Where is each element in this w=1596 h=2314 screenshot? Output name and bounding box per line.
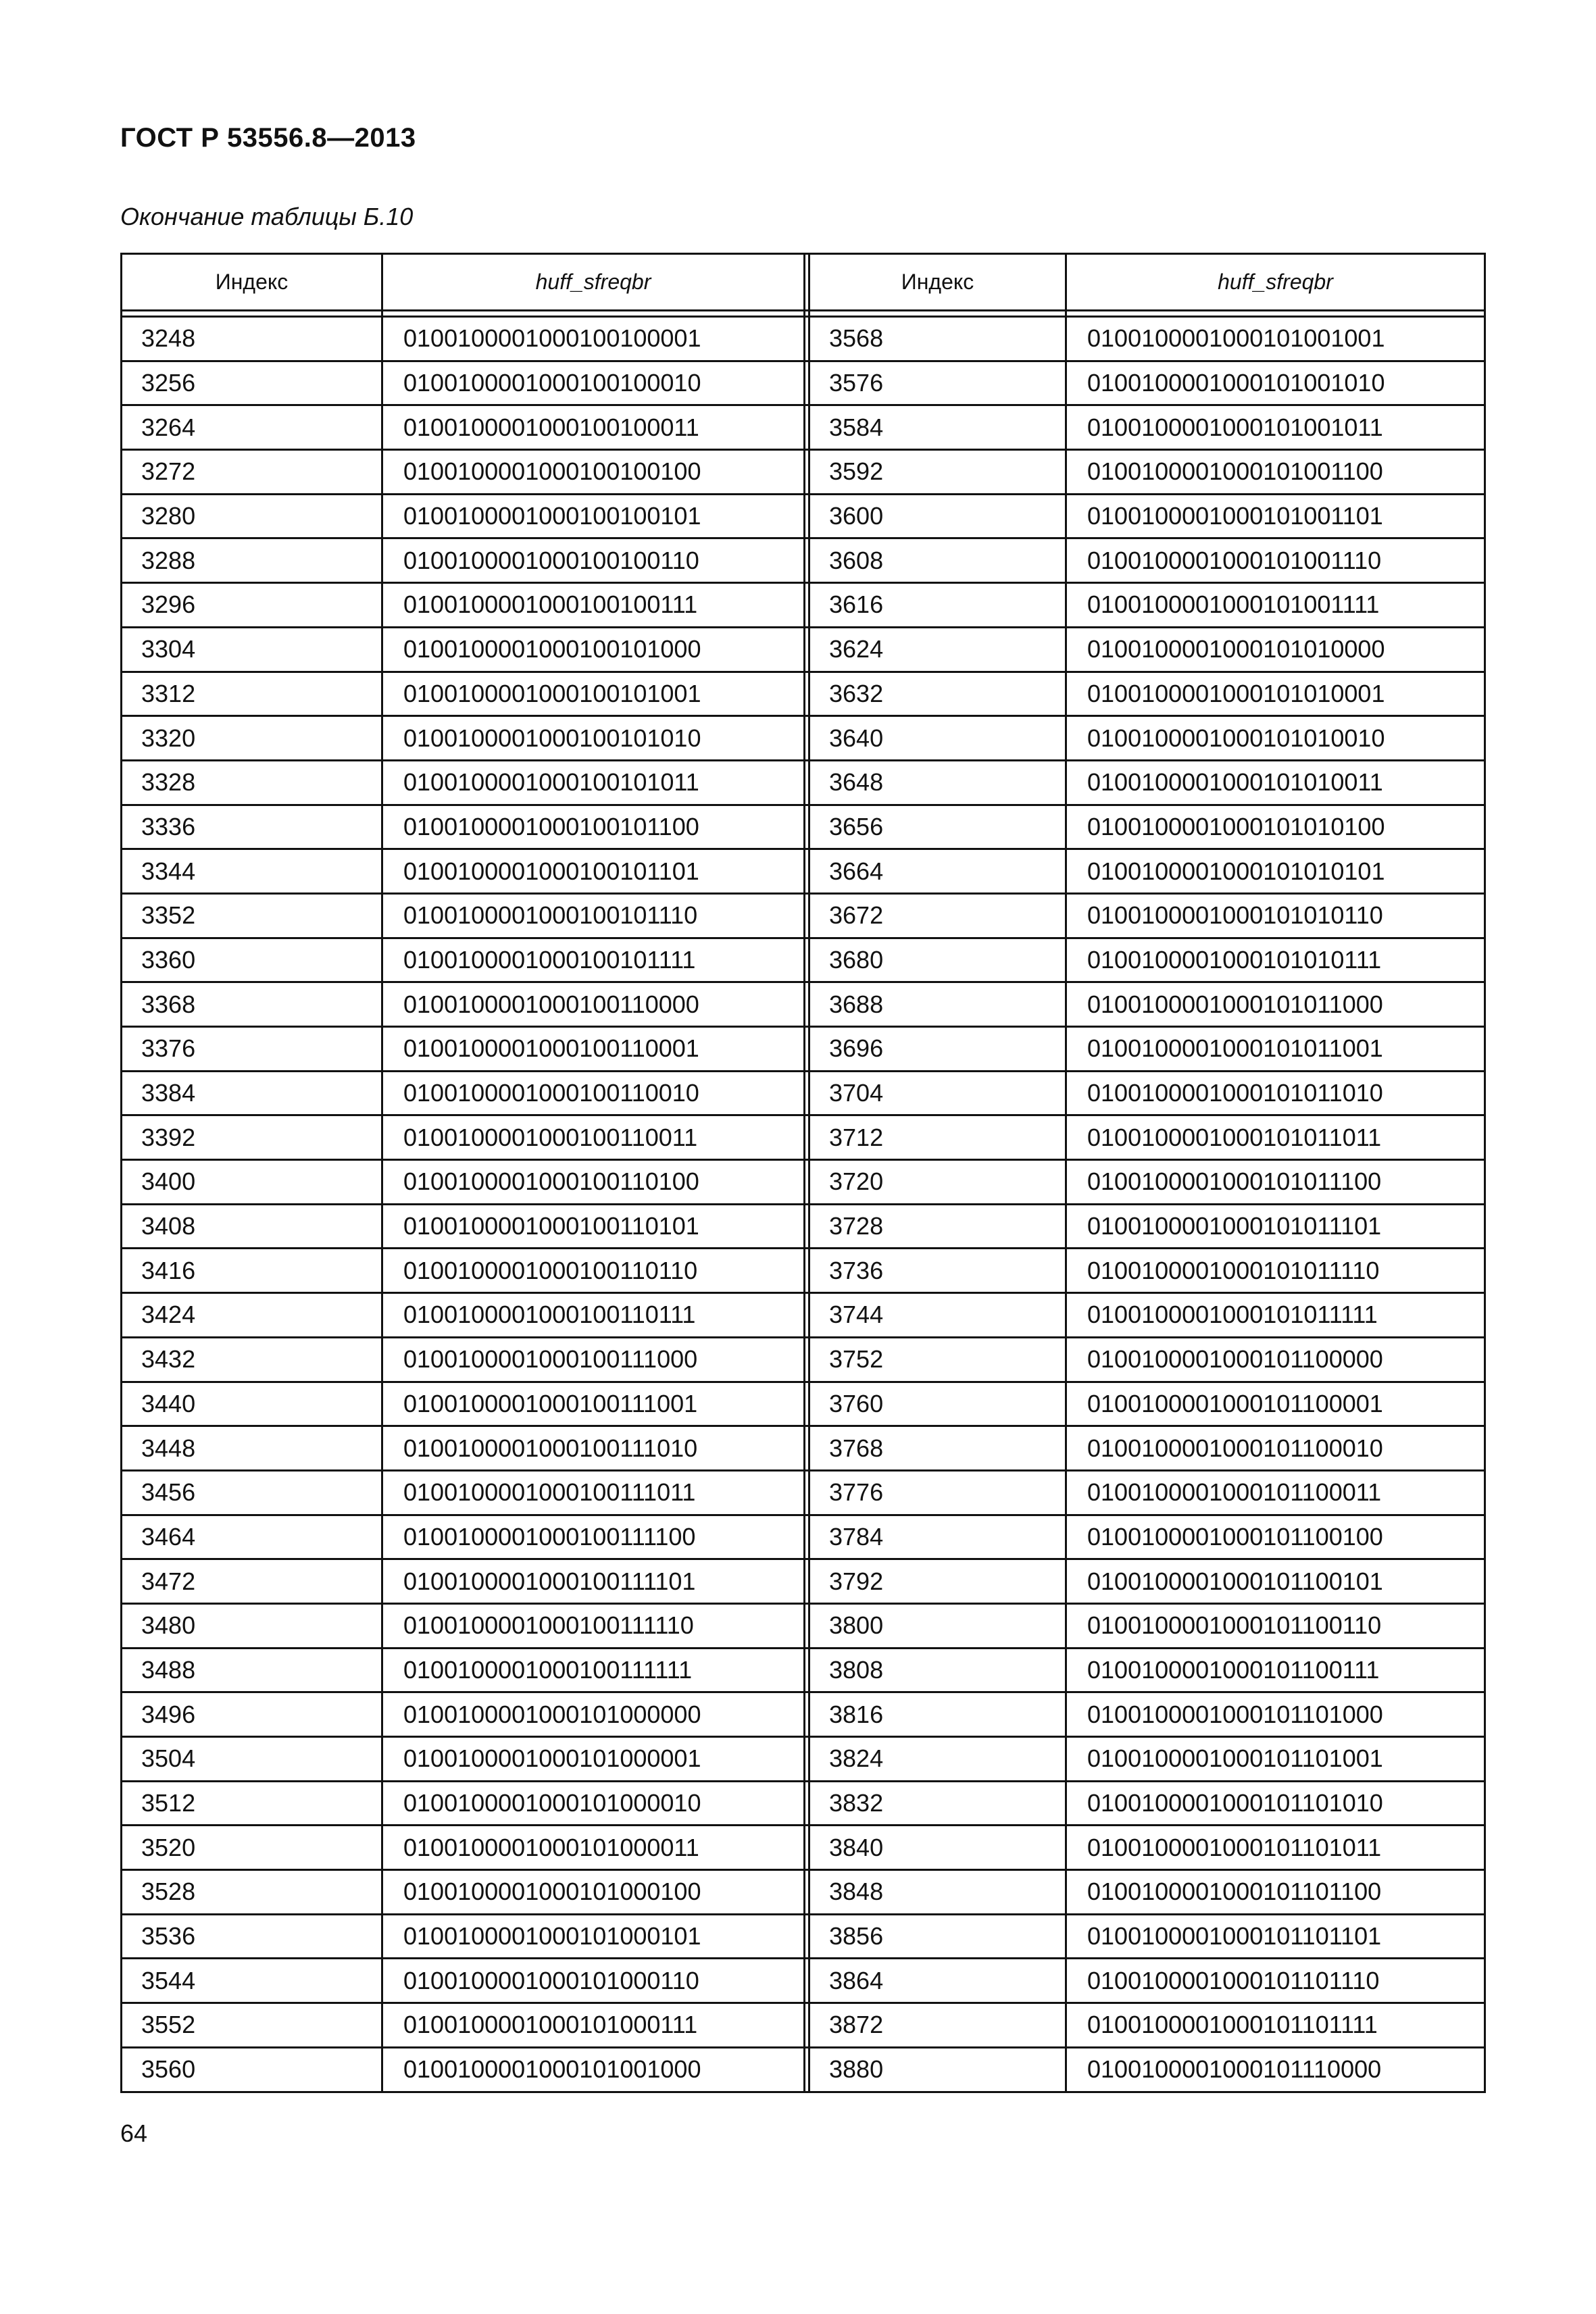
code-cell-left: 0100100001000100100110 [382,538,805,583]
table-row [122,893,1485,938]
code-cell-right: 0100100001000101100001 [1066,1382,1485,1426]
index-cell-left: 3456 [122,1470,382,1515]
index-cell-right: 3592 [809,450,1066,495]
table-body [122,311,1485,2092]
code-cell-left: 0100100001000100110001 [382,1027,805,1072]
code-cell-left: 0100100001000100110101 [382,1204,805,1249]
index-cell-right: 3688 [809,982,1066,1027]
column-divider [805,1515,809,1559]
index-cell-right: 3616 [809,583,1066,628]
code-cell-right: 0100100001000101100101 [1066,1559,1485,1604]
index-cell-right: 3856 [809,1914,1066,1959]
code-cell-right: 0100100001000101100011 [1066,1470,1485,1515]
header-gap-row [122,311,1485,317]
index-cell-right: 3672 [809,893,1066,938]
code-cell-left: 0100100001000100101110 [382,893,805,938]
column-divider [805,1603,809,1648]
column-divider [805,494,809,538]
index-cell-left: 3384 [122,1071,382,1115]
column-divider [805,317,809,361]
index-cell-left: 3512 [122,1781,382,1826]
index-cell-right: 3792 [809,1559,1066,1604]
code-cell-right: 0100100001000101010011 [1066,760,1485,805]
table-row [122,1027,1485,1072]
code-cell-left: 0100100001000101000000 [382,1692,805,1737]
index-cell-right: 3736 [809,1249,1066,1293]
huffman-table-container [120,253,1484,2093]
column-divider [805,1737,809,1782]
code-cell-right: 0100100001000101010101 [1066,849,1485,894]
code-cell-left: 0100100001000100101011 [382,760,805,805]
table-row [122,1870,1485,1915]
table-row [122,1559,1485,1604]
index-cell-right: 3696 [809,1027,1066,1072]
column-divider [805,583,809,628]
code-cell-left: 0100100001000101000011 [382,1826,805,1870]
column-divider [805,1115,809,1160]
table-row [122,1603,1485,1648]
index-cell-right: 3824 [809,1737,1066,1782]
code-cell-left: 0100100001000100110010 [382,1071,805,1115]
index-cell-left: 3312 [122,672,382,716]
index-cell-right: 3744 [809,1293,1066,1338]
code-cell-left: 0100100001000100100100 [382,450,805,495]
column-divider [805,2003,809,2048]
index-cell-left: 3472 [122,1559,382,1604]
column-divider [805,938,809,982]
code-cell-left: 0100100001000101000110 [382,1959,805,2003]
code-cell-right: 0100100001000101011111 [1066,1293,1485,1338]
code-cell-left: 0100100001000101000010 [382,1781,805,1826]
code-cell-right: 0100100001000101101000 [1066,1692,1485,1737]
code-cell-right: 0100100001000101011000 [1066,982,1485,1027]
table-row [122,982,1485,1027]
code-cell-left: 0100100001000100101001 [382,672,805,716]
table-row [122,1781,1485,1826]
code-cell-right: 0100100001000101001001 [1066,317,1485,361]
column-divider [805,672,809,716]
code-cell-right: 0100100001000101010111 [1066,938,1485,982]
column-divider [805,1870,809,1915]
huffman-table [120,253,1486,2093]
code-cell-left: 0100100001000100111100 [382,1515,805,1559]
table-row [122,1382,1485,1426]
code-cell-left: 0100100001000101000111 [382,2003,805,2048]
index-cell-right: 3784 [809,1515,1066,1559]
column-header-code-right: huff_sfreqbr [1066,254,1485,311]
index-cell-right: 3848 [809,1870,1066,1915]
column-divider [805,1071,809,1115]
column-divider [805,1426,809,1471]
code-cell-left: 0100100001000101000001 [382,1737,805,1782]
code-cell-right: 0100100001000101001011 [1066,405,1485,450]
index-cell-right: 3648 [809,760,1066,805]
table-row [122,1737,1485,1782]
index-cell-right: 3872 [809,2003,1066,2048]
code-cell-left: 0100100001000100111111 [382,1648,805,1692]
index-cell-right: 3752 [809,1337,1066,1382]
index-cell-right: 3600 [809,494,1066,538]
table-header-row [122,254,1485,311]
index-cell-left: 3368 [122,982,382,1027]
index-cell-right: 3816 [809,1692,1066,1737]
column-divider [805,1648,809,1692]
code-cell-right: 0100100001000101010010 [1066,716,1485,761]
column-divider [805,627,809,672]
index-cell-right: 3608 [809,538,1066,583]
table-row [122,1160,1485,1205]
column-divider [805,405,809,450]
index-cell-left: 3520 [122,1826,382,1870]
column-divider [805,1692,809,1737]
code-cell-left: 0100100001000100111110 [382,1603,805,1648]
code-cell-left: 0100100001000100100011 [382,405,805,450]
column-divider [805,361,809,405]
index-cell-left: 3280 [122,494,382,538]
code-cell-left: 0100100001000100110110 [382,1249,805,1293]
table-row [122,1648,1485,1692]
index-cell-left: 3536 [122,1914,382,1959]
index-cell-left: 3256 [122,361,382,405]
table-row [122,361,1485,405]
column-divider [805,1781,809,1826]
code-cell-left: 0100100001000101001000 [382,2047,805,2092]
index-cell-right: 3664 [809,849,1066,894]
table-row [122,450,1485,495]
index-cell-right: 3576 [809,361,1066,405]
index-cell-left: 3552 [122,2003,382,2048]
index-cell-right: 3704 [809,1071,1066,1115]
index-cell-left: 3336 [122,805,382,849]
index-cell-right: 3584 [809,405,1066,450]
index-cell-left: 3400 [122,1160,382,1205]
table-caption: Окончание таблицы Б.10 [120,203,414,230]
column-divider [805,1204,809,1249]
code-cell-left: 0100100001000101000100 [382,1870,805,1915]
table-row [122,1826,1485,1870]
code-cell-left: 0100100001000100101111 [382,938,805,982]
index-cell-left: 3320 [122,716,382,761]
table-row [122,805,1485,849]
column-divider [805,1959,809,2003]
index-cell-left: 3504 [122,1737,382,1782]
code-cell-right: 0100100001000101001101 [1066,494,1485,538]
code-cell-left: 0100100001000100101101 [382,849,805,894]
code-cell-left: 0100100001000100101000 [382,627,805,672]
column-divider [805,760,809,805]
code-cell-right: 0100100001000101101011 [1066,1826,1485,1870]
index-cell-left: 3544 [122,1959,382,2003]
code-cell-left: 0100100001000100111011 [382,1470,805,1515]
code-cell-left: 0100100001000100100111 [382,583,805,628]
table-row [122,405,1485,450]
table-row [122,1470,1485,1515]
index-cell-right: 3568 [809,317,1066,361]
index-cell-right: 3680 [809,938,1066,982]
index-cell-left: 3352 [122,893,382,938]
code-cell-right: 0100100001000101010001 [1066,672,1485,716]
code-cell-right: 0100100001000101001100 [1066,450,1485,495]
index-cell-right: 3712 [809,1115,1066,1160]
code-cell-left: 0100100001000100110100 [382,1160,805,1205]
table-row [122,672,1485,716]
table-row [122,317,1485,361]
index-cell-left: 3392 [122,1115,382,1160]
index-cell-left: 3344 [122,849,382,894]
table-row [122,2047,1485,2092]
code-cell-right: 0100100001000101101100 [1066,1870,1485,1915]
code-cell-right: 0100100001000101100000 [1066,1337,1485,1382]
index-cell-right: 3880 [809,2047,1066,2092]
index-cell-left: 3480 [122,1603,382,1648]
column-divider [805,1559,809,1604]
table-row [122,1337,1485,1382]
table-row [122,1115,1485,1160]
column-header-index-left: Индекс [122,254,382,311]
index-cell-left: 3560 [122,2047,382,2092]
column-divider [805,538,809,583]
table-row [122,1426,1485,1471]
index-cell-left: 3408 [122,1204,382,1249]
index-cell-left: 3528 [122,1870,382,1915]
column-divider [805,254,809,311]
table-row [122,716,1485,761]
code-cell-right: 0100100001000101110000 [1066,2047,1485,2092]
code-cell-right: 0100100001000101101001 [1066,1737,1485,1782]
column-divider [805,1337,809,1382]
table-row [122,760,1485,805]
table-row [122,627,1485,672]
index-cell-left: 3448 [122,1426,382,1471]
index-cell-right: 3768 [809,1426,1066,1471]
table-row [122,494,1485,538]
table-row [122,2003,1485,2048]
index-cell-left: 3416 [122,1249,382,1293]
code-cell-right: 0100100001000101101010 [1066,1781,1485,1826]
column-divider [805,1249,809,1293]
column-divider [805,982,809,1027]
code-cell-right: 0100100001000101010110 [1066,893,1485,938]
table-row [122,1071,1485,1115]
code-cell-right: 0100100001000101001010 [1066,361,1485,405]
column-divider [805,849,809,894]
index-cell-left: 3424 [122,1293,382,1338]
code-cell-left: 0100100001000100100001 [382,317,805,361]
index-cell-right: 3808 [809,1648,1066,1692]
code-cell-left: 0100100001000100100010 [382,361,805,405]
page-number: 64 [120,2119,148,2147]
table-row [122,1249,1485,1293]
column-divider [805,1914,809,1959]
code-cell-right: 0100100001000101101111 [1066,2003,1485,2048]
code-cell-left: 0100100001000100110000 [382,982,805,1027]
column-divider [805,1826,809,1870]
code-cell-right: 0100100001000101101101 [1066,1914,1485,1959]
index-cell-right: 3800 [809,1603,1066,1648]
column-divider [805,1160,809,1205]
index-cell-left: 3376 [122,1027,382,1072]
code-cell-left: 0100100001000100101010 [382,716,805,761]
table-row [122,1293,1485,1338]
table-row [122,583,1485,628]
index-cell-left: 3272 [122,450,382,495]
code-cell-left: 0100100001000100111001 [382,1382,805,1426]
document-title: ГОСТ Р 53556.8—2013 [120,123,416,153]
index-cell-right: 3832 [809,1781,1066,1826]
code-cell-right: 0100100001000101011011 [1066,1115,1485,1160]
table-row [122,1515,1485,1559]
code-cell-left: 0100100001000100110111 [382,1293,805,1338]
index-cell-right: 3728 [809,1204,1066,1249]
table-row [122,1204,1485,1249]
code-cell-right: 0100100001000101100010 [1066,1426,1485,1471]
code-cell-right: 0100100001000101011001 [1066,1027,1485,1072]
table-row [122,938,1485,982]
code-cell-left: 0100100001000101000101 [382,1914,805,1959]
table-row [122,538,1485,583]
code-cell-left: 0100100001000100100101 [382,494,805,538]
column-divider [805,1470,809,1515]
index-cell-left: 3304 [122,627,382,672]
index-cell-right: 3760 [809,1382,1066,1426]
index-cell-left: 3248 [122,317,382,361]
code-cell-right: 0100100001000101010000 [1066,627,1485,672]
code-cell-right: 0100100001000101011110 [1066,1249,1485,1293]
code-cell-left: 0100100001000100111000 [382,1337,805,1382]
index-cell-left: 3488 [122,1648,382,1692]
code-cell-right: 0100100001000101100100 [1066,1515,1485,1559]
index-cell-right: 3840 [809,1826,1066,1870]
column-divider [805,1382,809,1426]
index-cell-right: 3720 [809,1160,1066,1205]
code-cell-right: 0100100001000101011101 [1066,1204,1485,1249]
column-divider [805,2047,809,2092]
index-cell-left: 3464 [122,1515,382,1559]
index-cell-left: 3288 [122,538,382,583]
column-divider [805,1027,809,1072]
index-cell-left: 3296 [122,583,382,628]
column-divider [805,716,809,761]
index-cell-right: 3776 [809,1470,1066,1515]
code-cell-left: 0100100001000100110011 [382,1115,805,1160]
table-row [122,849,1485,894]
code-cell-right: 0100100001000101100110 [1066,1603,1485,1648]
index-cell-left: 3360 [122,938,382,982]
column-header-index-right: Индекс [809,254,1066,311]
column-divider [805,450,809,495]
index-cell-left: 3432 [122,1337,382,1382]
index-cell-right: 3864 [809,1959,1066,2003]
index-cell-right: 3632 [809,672,1066,716]
code-cell-right: 0100100001000101011100 [1066,1160,1485,1205]
code-cell-left: 0100100001000100111010 [382,1426,805,1471]
code-cell-right: 0100100001000101001111 [1066,583,1485,628]
table-row [122,1692,1485,1737]
column-divider [805,893,809,938]
column-divider [805,1293,809,1338]
code-cell-right: 0100100001000101100111 [1066,1648,1485,1692]
index-cell-right: 3624 [809,627,1066,672]
index-cell-left: 3440 [122,1382,382,1426]
index-cell-right: 3656 [809,805,1066,849]
table-row [122,1914,1485,1959]
index-cell-left: 3496 [122,1692,382,1737]
code-cell-right: 0100100001000101010100 [1066,805,1485,849]
code-cell-right: 0100100001000101011010 [1066,1071,1485,1115]
code-cell-right: 0100100001000101101110 [1066,1959,1485,2003]
code-cell-left: 0100100001000100101100 [382,805,805,849]
column-header-code-left: huff_sfreqbr [382,254,805,311]
index-cell-right: 3640 [809,716,1066,761]
column-divider [805,805,809,849]
code-cell-left: 0100100001000100111101 [382,1559,805,1604]
index-cell-left: 3328 [122,760,382,805]
table-row [122,1959,1485,2003]
index-cell-left: 3264 [122,405,382,450]
code-cell-right: 0100100001000101001110 [1066,538,1485,583]
